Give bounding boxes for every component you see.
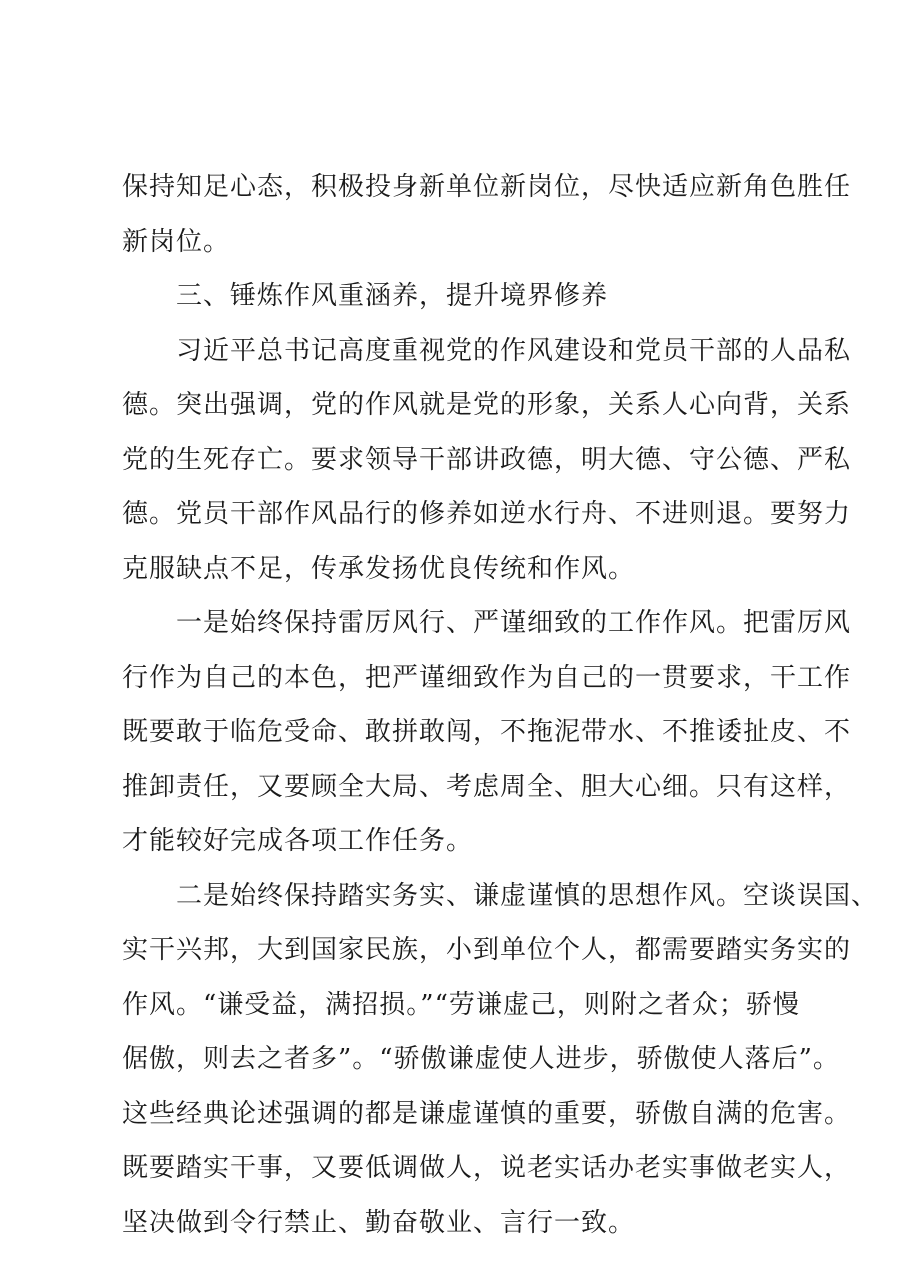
- text-line: 才能较好完成各项工作任务。: [122, 826, 474, 856]
- paragraph-point-two: [122, 869, 879, 1251]
- paragraph-xi-jinping: [122, 324, 852, 597]
- text-line: 克服缺点不足，传承发扬优良传统和作风。: [122, 553, 636, 584]
- text-line: 行作为自己的本色，把严谨细致作为自己的一贯要求，干工作: [122, 662, 852, 693]
- document-body: [122, 160, 879, 1250]
- text-line: 倨傲，则去之者多”。“骄傲谦虚使人进步，骄傲使人落后”。: [122, 1044, 840, 1074]
- section-heading-text: 三、锤炼作风重涵养，提升境界修养: [176, 281, 609, 311]
- paragraph-point-one: [122, 596, 852, 869]
- text-line: 习近平总书记高度重视党的作风建设和党员干部的人品私: [176, 335, 852, 366]
- text-line: 作风。“谦受益，满招损。”“劳谦虚己，则附之者众；骄慢: [122, 989, 800, 1020]
- text-line: 既要敢于临危受命、敢拼敢闯，不拖泥带水、不推诿扯皮、不: [122, 717, 852, 747]
- text-line: 德。党员干部作风品行的修养如逆水行舟、不进则退。要努力: [122, 499, 852, 529]
- text-line: 坚决做到令行禁止、勤奋敬业、言行一致。: [122, 1207, 636, 1238]
- text-line: 这些经典论述强调的都是谦虚谨慎的重要，骄傲自满的危害。: [122, 1098, 852, 1129]
- text-line: 一是始终保持雷厉风行、严谨细致的工作作风。把雷厉风: [176, 608, 852, 638]
- text-line: 德。突出强调，党的作风就是党的形象，关系人心向背，关系: [122, 390, 852, 420]
- text-line: 新岗位。: [122, 226, 231, 257]
- text-line: 党的生死存亡。要求领导干部讲政德，明大德、守公德、严私: [122, 444, 852, 475]
- text-line: 保持知足心态，积极投身新单位新岗位，尽快适应新角色胜任: [122, 172, 852, 202]
- text-line: 实干兴邦，大到国家民族，小到单位个人，都需要踏实务实的: [122, 935, 852, 965]
- text-line: 二是始终保持踏实务实、谦虚谨慎的思想作风。空谈误国、: [176, 880, 879, 911]
- text-line: 推卸责任，又要顾全大局、考虑周全、胆大心细。只有这样，: [122, 771, 852, 802]
- section-heading: [122, 269, 822, 324]
- paragraph-intro-continuation: [122, 160, 852, 269]
- text-line: 既要踏实干事，又要低调做人，说老实话办老实事做老实人，: [122, 1153, 852, 1183]
